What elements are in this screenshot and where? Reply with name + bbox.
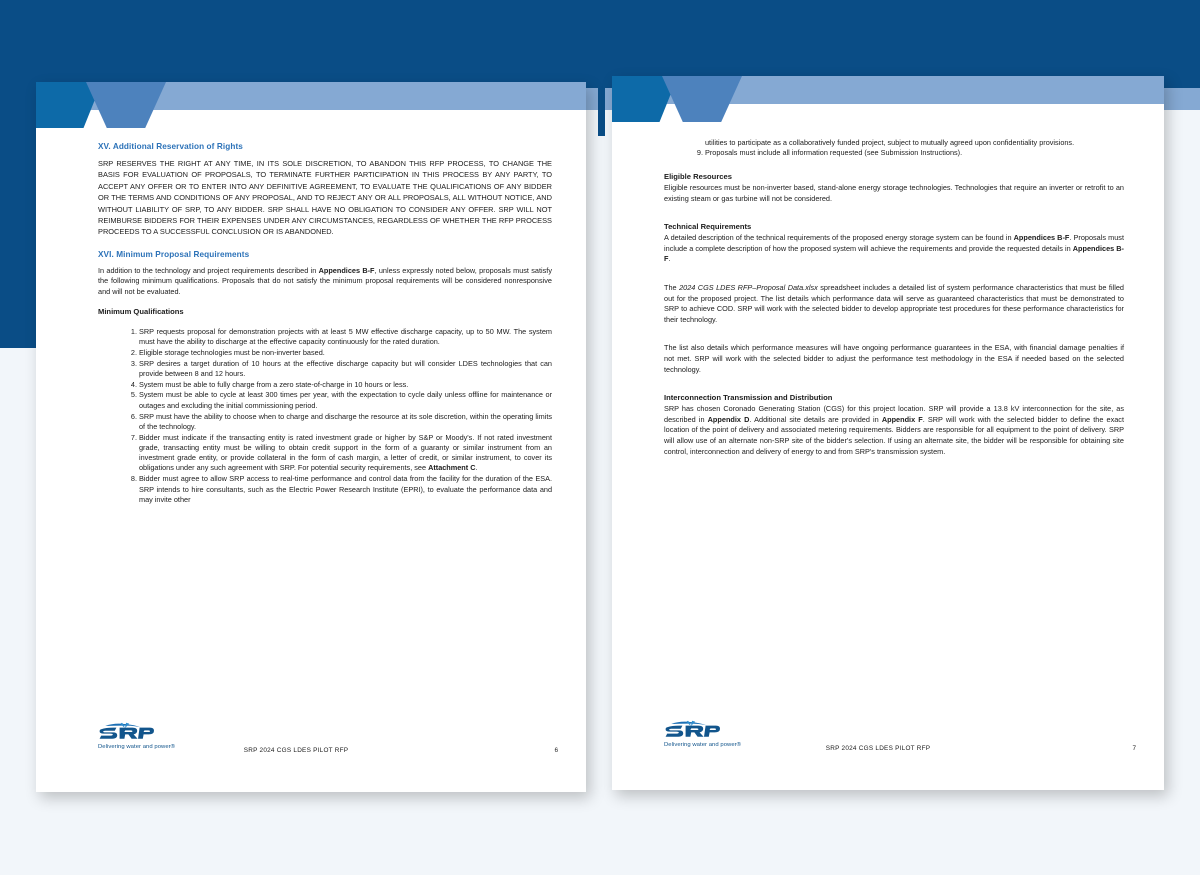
spacer xyxy=(98,318,552,327)
document-page-6 xyxy=(36,82,586,792)
section-xvi-intro xyxy=(98,266,552,298)
tr-p1-appendices-ref-1: Appendices B-F xyxy=(1013,233,1070,243)
intro-appendices-ref: Appendices B-F xyxy=(318,265,375,275)
list-item: SRP desires a target duration of 10 hours at the effective discharge capacity but will consider LDES technologies that can provide between 8 and 12 hours. xyxy=(139,358,552,378)
tr-p1-part2: . Proposals must include a complete description of how the proposed system will achieve the requirements and provide the requested details in xyxy=(664,233,1124,253)
page-banner-left xyxy=(36,82,586,110)
spacer xyxy=(664,274,1124,283)
intro-text-part2: , unless expressly noted below, proposals must satisfy the following minimum qualifications. Proposals that do not satisfy the minimum proposal requirements will be considered nonresponsive and will not be evaluated. xyxy=(98,265,552,297)
section-heading-xvi: XVI. Minimum Proposal Requirements xyxy=(98,249,250,259)
page-7-footer xyxy=(612,720,1164,764)
srp-tagline: Delivering water and power® xyxy=(98,744,176,750)
page-7-content xyxy=(664,138,1124,466)
page-number: 7 xyxy=(1132,745,1136,752)
minimum-qualifications-list xyxy=(98,327,552,506)
technical-requirements-heading: Technical Requirements xyxy=(664,222,752,232)
list-item: Bidder must agree to allow SRP access to real-time performance and control data from the facility for the duration of the ESA. SRP intends to hire consultants, such as the Electric Power Research Institute (EPRI), to evaluate the performance data and may invite other xyxy=(139,474,552,504)
banner-mid-trapezoid-icon xyxy=(86,82,166,128)
ic-part1: SRP has chosen Coronado Generating Station (CGS) for this project location. SRP will provide a 13.8 kV interconnection for the site, as described in xyxy=(664,404,1124,424)
tr-p2-part2: spreadsheet includes a detailed list of system performance characteristics that must be filled out for the proposed project. The list details which performance data will serve as guaranteed characteristics that must be demonstrated to SRP to achieve COD. SRP will work with the selected bidder to develop appropriate test procedures for these performance characteristics for their technology. xyxy=(664,283,1124,324)
page-banner-right xyxy=(612,76,1164,104)
technical-requirements-paragraph-3: The list also details which performance measures will have ongoing performance guarantees in the ESA, with financial damage penalties if not met. SRP will work with the selected bidder to adjust the performance test methodology in the ESA if needed based on the selected technology. xyxy=(664,343,1124,374)
list-item xyxy=(126,433,552,474)
continued-item8-text: utilities to participate as a collaboratively funded project, subject to mutually agreed upon confidentiality provisions. xyxy=(705,138,1075,147)
section-heading-xv: XV. Additional Reservation of Rights xyxy=(98,142,243,151)
interconnection-paragraph xyxy=(664,404,1124,457)
eligible-resources-heading: Eligible Resources xyxy=(664,172,732,182)
spacer xyxy=(664,334,1124,343)
srp-logo-icon xyxy=(98,722,154,742)
background-center-seam xyxy=(598,88,605,136)
tr-p2-part1: The xyxy=(664,283,680,293)
footer-document-title: SRP 2024 CGS LDES PILOT RFP xyxy=(825,745,931,752)
list-item: SRP must have the ability to choose when to charge and discharge the resource at its sole discretion, within the operating limits of the technology. xyxy=(139,411,552,431)
minimum-qualifications-list-continued xyxy=(664,148,1124,158)
eligible-resources-body: Eligible resources must be non-inverter based, stand-alone energy storage technologies. Technologies that require an inverter or retrofit to an existing steam or gas turbine will not be considered. xyxy=(664,183,1124,203)
footer-document-title: SRP 2024 CGS LDES PILOT RFP xyxy=(243,747,349,754)
technical-requirements-paragraph-2 xyxy=(664,283,1124,325)
ic-appendix-d-ref: Appendix D xyxy=(707,414,750,424)
item7-part2: . xyxy=(475,463,478,473)
list-item: System must be able to fully charge from a zero state-of-charge in 10 hours or less. xyxy=(139,379,409,389)
list-item: Proposals must include all information requested (see Submission Instructions). xyxy=(705,148,963,158)
tr-p1-part1: A detailed description of the technical requirements of the proposed energy storage system can be found in xyxy=(664,233,1014,243)
tr-p1-part3: . xyxy=(668,254,671,264)
srp-logo-icon xyxy=(664,720,720,740)
section-xv-body: SRP RESERVES THE RIGHT AT ANY TIME, IN ITS SOLE DISCRETION, TO ABANDON THIS RFP PROCESS, TO CHANGE THE BASIS FOR EVALUATION OF PROPOSALS, TO TERMINATE FURTHER PARTICIPATION IN THIS PROCESS BY ANY PARTY, TO ACCEPT ANY OFFER OR TO ENTER INTO ANY DEFINITIVE AGREEMENT, TO EVALUATE THE QUALIFICATIONS OF ANY BIDDER OR THE TERMS AND CONDITIONS OF ANY PROPOSAL, AND TO REJECT ANY OR ALL PROPOSALS, ALL WITHOUT NOTICE, AND WITHOUT LIABILITY OF SRP, TO ANY BIDDER. SRP SHALL HAVE NO OBLIGATION TO CONSIDER ANY OFFER. SRP WILL NOT REIMBURSE BIDDERS FOR THEIR EXPENSES UNDER ANY CIRCUMSTANCES, REGARDLESS OF WHETHER THE RFP PROCESS PROCEEDS TO A SUCCESSFUL CONCLUSION OR IS ABANDONED. xyxy=(98,159,552,237)
srp-tagline: Delivering water and power® xyxy=(664,742,742,748)
tr-p1-appendices-ref-2: Appendices B-F xyxy=(664,243,1124,264)
minimum-qualifications-heading: Minimum Qualifications xyxy=(98,306,184,316)
list-item: SRP requests proposal for demonstration projects with at least 5 MW effective discharge capacity, up to 50 MW. The system must have the ability to discharge at the effective capacity continuously for the rated duration. xyxy=(139,326,552,346)
spacer xyxy=(664,384,1124,393)
ic-part3: . SRP will work with the selected bidder to define the exact location of the point of delivery and associated metering requirements. Bidders are responsible for all equipment to the point of delivery. SRP will allow use of an alternate non-SRP site of the bidder's selection. If using an alternate site, the bidder will be responsible for obtaining site control, interconnection and delivery of energy to and from SRP's transmission system. xyxy=(664,414,1124,456)
page-6-content xyxy=(98,142,552,506)
background-top-band xyxy=(0,0,1200,88)
intro-text-part1: In addition to the technology and project requirements described in xyxy=(98,265,319,275)
ic-appendix-f-ref: Appendix F xyxy=(881,414,923,424)
srp-logo-block xyxy=(98,722,218,750)
item7-attachment-ref: Attachment C xyxy=(428,463,476,473)
interconnection-heading: Interconnection Transmission and Distribution xyxy=(664,393,833,403)
list-item: System must be able to cycle at least 300 times per year, with the expectation to cycle daily unless offline for maintenance or outages and excluding the initial commissioning period. xyxy=(139,390,552,410)
item7-part1: Bidder must indicate if the transacting entity is rated investment grade or higher by S&P or Moody's. If not rated investment grade, transacting entity must be willing to obtain credit support in the form of a guaranty or similar instrument from an investment grade entity, or provide collateral in the form of cash margin, a letter of credit, or similar instrument, to cover its obligations under any such agreement with SRP. For potential security requirements, see xyxy=(139,432,552,473)
page-number: 6 xyxy=(554,747,558,754)
list-item: Eligible storage technologies must be non-inverter based. xyxy=(139,347,325,357)
spacer xyxy=(664,159,1124,172)
ic-part2: . Additional site details are provided in xyxy=(749,414,882,424)
banner-mid-trapezoid-icon xyxy=(662,76,742,122)
technical-requirements-paragraph-1 xyxy=(664,233,1124,265)
page-6-footer xyxy=(36,722,586,766)
spacer xyxy=(664,213,1124,222)
srp-logo-block xyxy=(664,720,784,748)
document-page-7 xyxy=(612,76,1164,790)
tr-p2-spreadsheet-name: 2024 CGS LDES RFP–Proposal Data.xlsx xyxy=(679,283,818,293)
